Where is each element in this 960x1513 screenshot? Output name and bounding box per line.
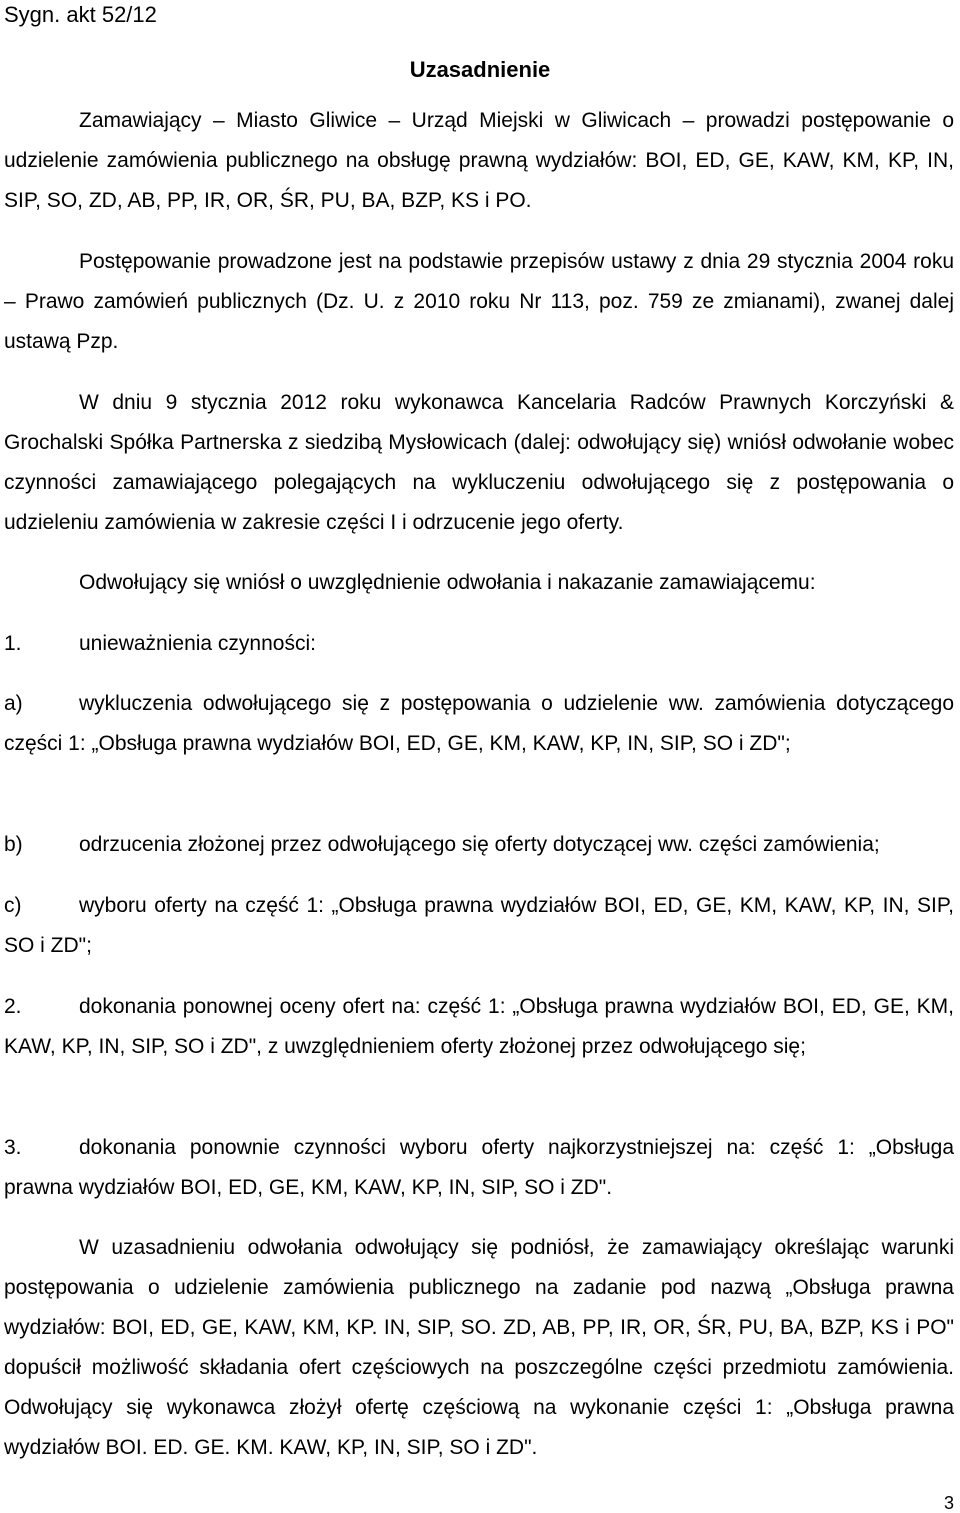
list-marker: 1. xyxy=(4,632,22,655)
list-item-text: odrzucenia złożonej przez odwołującego się oferty dotyczącej ww. części zamówienia; xyxy=(79,833,880,856)
list-item-text: dokonania ponownej oceny ofert na: część 1: „Obsługa prawna wydziałów BOI, ED, GE, KM, KAW, KP, IN, SIP, SO i ZD", z uwzględnieniem oferty złożonej przez odwołującego się; xyxy=(4,995,954,1058)
list-item-3 xyxy=(4,1128,954,1208)
list-item-b xyxy=(4,825,954,865)
paragraph-legal-basis: Postępowanie prowadzone jest na podstawie przepisów ustawy z dnia 29 stycznia 2004 roku – Prawo zamówień publicznych (Dz. U. z 2010 roku Nr 113, poz. 759 ze zmianami), zwanej dalej ustawą Pzp. xyxy=(4,250,954,353)
list-item-text: wyboru oferty na część 1: „Obsługa prawna wydziałów BOI, ED, GE, KM, KAW, KP, IN, SIP, SO i ZD"; xyxy=(4,894,954,957)
list-item-c xyxy=(4,886,954,966)
list-item-a xyxy=(4,684,954,764)
paragraph-requests-intro: Odwołujący się wniósł o uwzględnienie odwołania i nakazanie zamawiającemu: xyxy=(79,571,816,594)
page-number: 3 xyxy=(943,1493,954,1513)
list-marker: 3. xyxy=(4,1136,22,1159)
list-item-text: wykluczenia odwołującego się z postępowania o udzielenie ww. zamówienia dotyczącego części 1: „Obsługa prawna wydziałów BOI, ED, GE, KM, KAW, KP, IN, SIP, SO i ZD"; xyxy=(4,692,954,755)
list-item-text: dokonania ponownie czynności wyboru oferty najkorzystniejszej na: część 1: „Obsługa prawna wydziałów BOI, ED, GE, KM, KAW, KP, IN, SIP, SO i ZD". xyxy=(4,1136,954,1199)
list-item-2 xyxy=(4,987,954,1067)
list-marker: c) xyxy=(4,894,22,917)
list-marker: b) xyxy=(4,833,23,856)
list-marker: 2. xyxy=(4,995,22,1018)
page-title: Uzasadnienie xyxy=(409,57,551,82)
list-marker: a) xyxy=(4,692,23,715)
case-signature: Sygn. akt 52/12 xyxy=(4,2,157,27)
list-item-text: unieważnienia czynności: xyxy=(79,632,316,655)
paragraph-intro: Zamawiający – Miasto Gliwice – Urząd Miejski w Gliwicach – prowadzi postępowanie o udzielenie zamówienia publicznego na obsługę prawną wydziałów: BOI, ED, GE, KAW, KM, KP, IN, SIP, SO, ZD, AB, PP, IR, OR, ŚR, PU, BA, BZP, KS i PO. xyxy=(4,109,954,212)
paragraph-justification: W uzasadnieniu odwołania odwołujący się podniósł, że zamawiający określając warunki postępowania o udzielenie zamówienia publicznego na zadanie pod nazwą „Obsługa prawna wydziałów: BOI, ED, GE, KAW, KM, KP. IN, SIP, SO. ZD, AB, PP, IR, OR, ŚR, PU, BA, BZP, KS i PO" dopuścił możliwość składania ofert częściowych na poszczególne części przedmiotu zamówienia. Odwołujący się wykonawca złożył ofertę częściową na wykonanie części 1: „Obsługa prawna wydziałów BOI. ED. GE. KM. KAW, KP, IN, SIP, SO i ZD". xyxy=(4,1236,954,1459)
paragraph-appeal: W dniu 9 stycznia 2012 roku wykonawca Kancelaria Radców Prawnych Korczyński & Grochalski Spółka Partnerska z siedzibą Mysłowicach (dalej: odwołujący się) wniósł odwołanie wobec czynności zamawiającego polegających na wykluczeniu odwołującego się z postępowania o udzieleniu zamówienia w zakresie części I i odrzucenie jego oferty. xyxy=(4,391,954,534)
list-item-1 xyxy=(4,624,954,664)
